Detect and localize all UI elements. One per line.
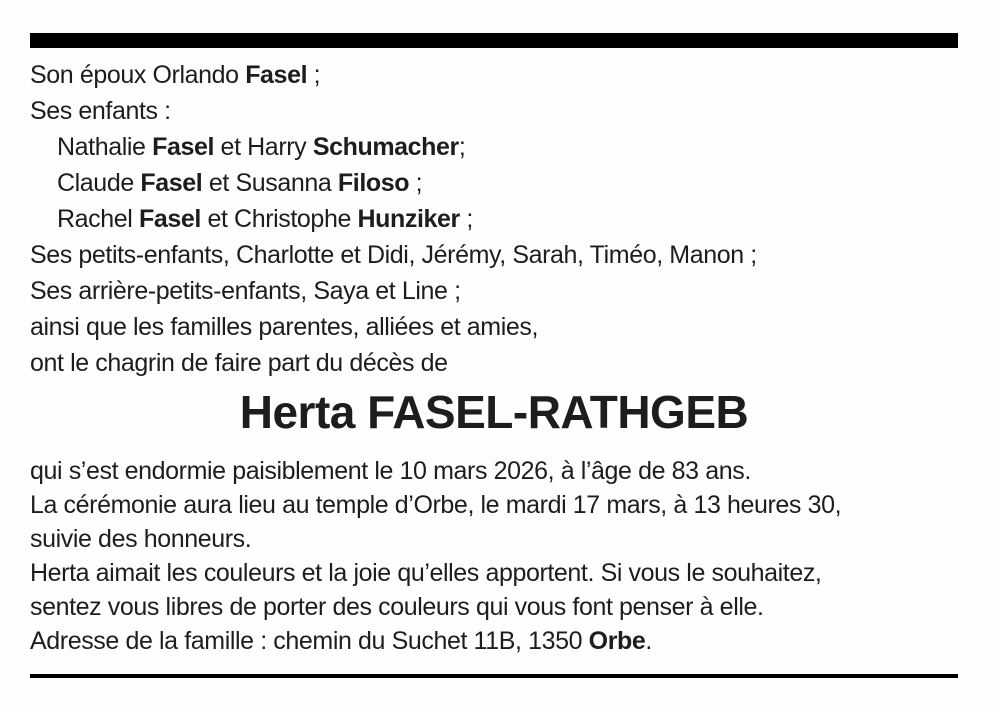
- deceased-name: Herta FASEL-RATHGEB: [239, 386, 749, 438]
- bottom-rule: [30, 674, 958, 678]
- notice-text-line: Rachel Fasel et Christophe Hunziker ;: [57, 205, 473, 233]
- notice-text-line: Herta aimait les couleurs et la joie qu’elles apportent. Si vous le souhaitez,: [30, 559, 822, 587]
- closing-section: [30, 454, 970, 658]
- notice-text-line: ont le chagrin de faire part du décès de: [30, 349, 448, 377]
- notice-text-line: Adresse de la famille : chemin du Suchet 11B, 1350 Orbe.: [30, 627, 652, 655]
- notice-text-line: ainsi que les familles parentes, alliées et amies,: [30, 313, 539, 341]
- notice-text-line: Son époux Orlando Fasel ;: [30, 61, 321, 89]
- notice-text-line: sentez vous libres de porter des couleurs qui vous font penser à elle.: [30, 593, 764, 621]
- notice-text-line: Ses arrière-petits-enfants, Saya et Line ;: [30, 277, 461, 305]
- notice-text-line: qui s’est endormie paisiblement le 10 mars 2026, à l’âge de 83 ans.: [30, 457, 751, 485]
- family-section: [30, 57, 970, 381]
- notice-text-line: Ses enfants :: [30, 97, 171, 125]
- top-black-bar: [30, 33, 958, 48]
- notice-text-line: Nathalie Fasel et Harry Schumacher;: [57, 133, 466, 161]
- notice-text-line: La cérémonie aura lieu au temple d’Orbe, le mardi 17 mars, à 13 heures 30,: [30, 491, 842, 519]
- notice-text-line: Ses petits-enfants, Charlotte et Didi, Jérémy, Sarah, Timéo, Manon ;: [30, 241, 757, 269]
- notice-text-line: Claude Fasel et Susanna Filoso ;: [57, 169, 423, 197]
- notice-text-line: suivie des honneurs.: [30, 525, 252, 553]
